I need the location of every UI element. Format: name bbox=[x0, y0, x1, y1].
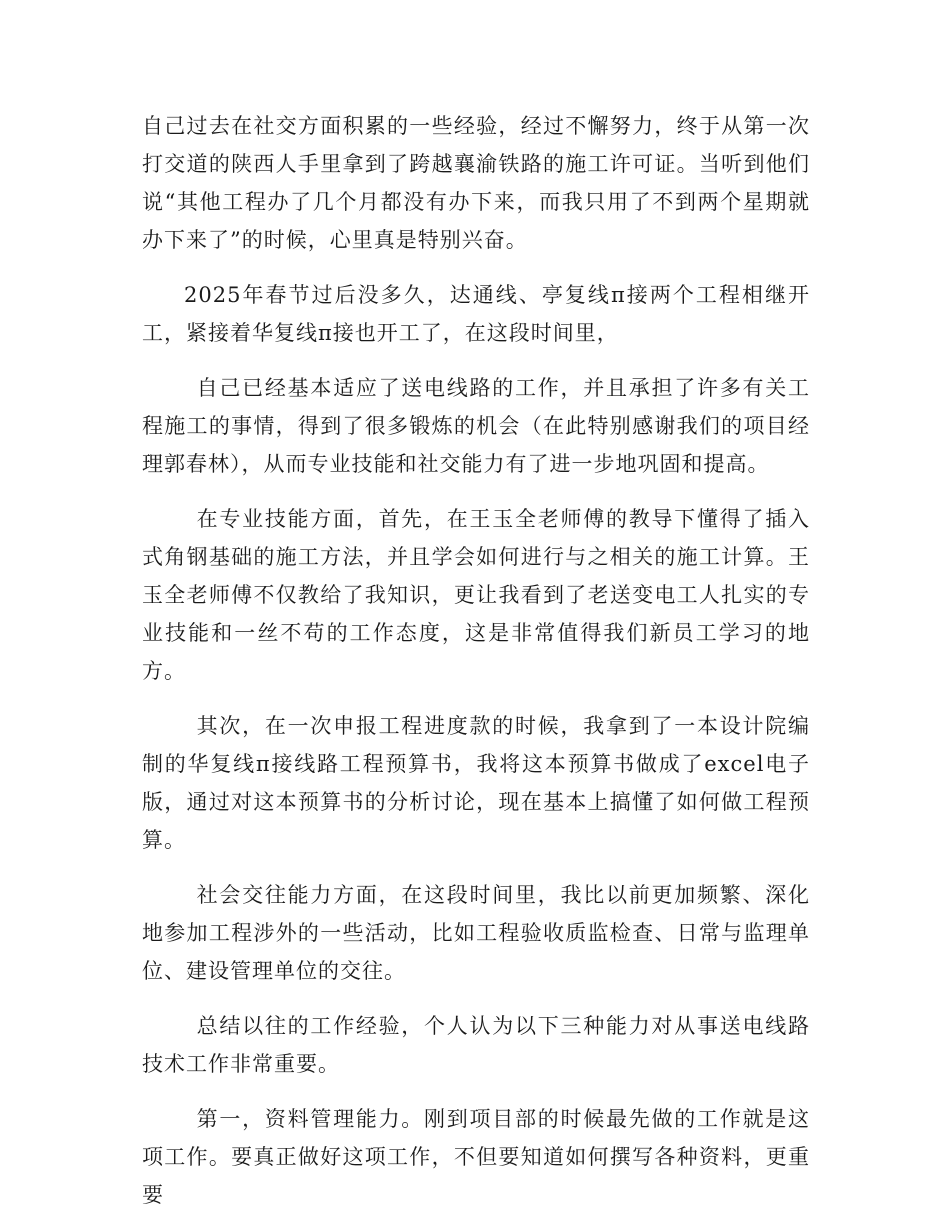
paragraph-6: 社会交往能力方面，在这段时间里，我比以前更加频繁、深化地参加工程涉外的一些活动，比如工程验收质监检查、日常与监理单位、建设管理单位的交往。 bbox=[142, 883, 810, 983]
paragraph-8: 第一，资料管理能力。刚到项目部的时候最先做的工作就是这项工作。要真正做好这项工作，不但要知道如何撰写各种资料，更重要 bbox=[142, 1107, 810, 1207]
document-body bbox=[142, 107, 810, 1231]
paragraph-7: 总结以往的工作经验，个人认为以下三种能力对从事送电线路技术工作非常重要。 bbox=[142, 1014, 810, 1076]
paragraph-2: 2025年春节过后没多久，达通线、亭复线π接两个工程相继开工，紧接着华复线π接也开工了，在这段时间里， bbox=[142, 283, 810, 345]
paragraph-4: 在专业技能方面，首先，在王玉全老师傅的教导下懂得了插入式角钢基础的施工方法，并且学会如何进行与之相关的施工计算。王玉全老师傅不仅教给了我知识，更让我看到了老送变电工人扎实的专业技能和一丝不苟的工作态度，这是非常值得我们新员工学习的地方。 bbox=[142, 507, 810, 683]
paragraph-1: 自己过去在社交方面积累的一些经验，经过不懈努力，终于从第一次打交道的陕西人手里拿到了跨越襄渝铁路的施工许可证。当听到他们说“其他工程办了几个月都没有办下来，而我只用了不到两个星期就办下来了”的时候，心里真是特别兴奋。 bbox=[142, 114, 810, 252]
paragraph-3: 自己已经基本适应了送电线路的工作，并且承担了许多有关工程施工的事情，得到了很多锻炼的机会（在此特别感谢我们的项目经理郭春林），从而专业技能和社交能力有了进一步地巩固和提高。 bbox=[142, 376, 810, 476]
paragraph-5: 其次，在一次申报工程进度款的时候，我拿到了一本设计院编制的华复线π接线路工程预算书，我将这本预算书做成了excel电子版，通过对这本预算书的分析讨论，现在基本上搞懂了如何做工程预算。 bbox=[142, 714, 810, 852]
